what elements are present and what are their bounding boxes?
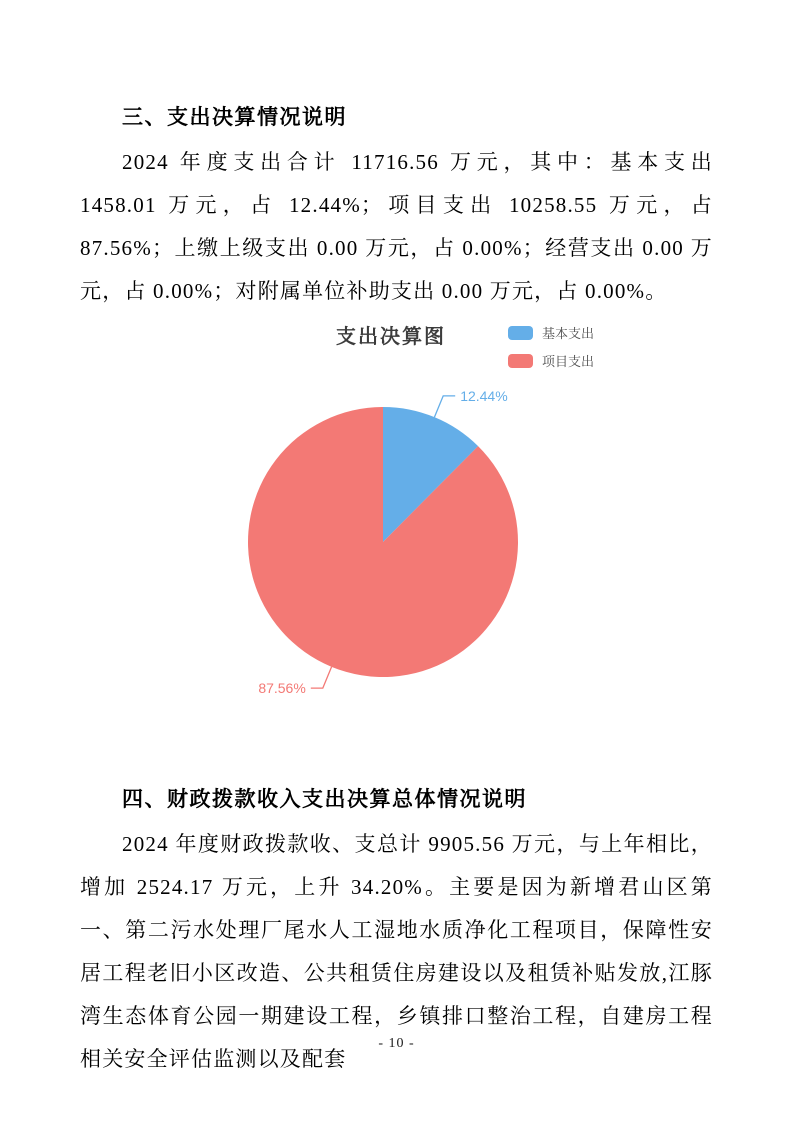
- expenditure-pie-chart: [0, 310, 793, 702]
- paragraph-fiscal-appropriation-summary: 2024 年度财政拨款收、支总计 9905.56 万元，与上年相比，增加 2524.17 万元，上升 34.20%。主要是因为新增君山区第一、第二污水处理厂尾水人工湿地水质净化工程项目，保障性安居工程老旧小区改造、公共租赁住房建设以及租赁补贴发放,江豚湾生态体育公园一期建设工程，乡镇排口整治工程，自建房工程相关安全评估监测以及配套: [80, 832, 713, 1071]
- pie-percent-label: 87.56%: [258, 680, 306, 697]
- pie-percent-label: 12.44%: [460, 387, 508, 404]
- chart-title: 支出决算图: [336, 326, 446, 348]
- paragraph-expenditure-summary: 2024 年度支出合计 11716.56 万元，其中：基本支出 1458.01 万元，占 12.44%；项目支出 10258.55 万元，占 87.56%；上缴上级支出 0.00 万元，占 0.00%；经营支出 0.00 万元，占 0.00%；对附属单位补助支出 0.00 万元，占 0.00%。: [80, 150, 713, 303]
- legend-label-project: 项目支出: [542, 354, 595, 369]
- pie-svg: [0, 310, 793, 702]
- page-number: - 10 -: [378, 1036, 415, 1051]
- section-heading-fiscal-appropriation: 四、财政拨款收入支出决算总体情况说明: [122, 788, 527, 811]
- pie-label-line: [434, 396, 455, 417]
- pie-label-line: [311, 667, 332, 688]
- legend-label-basic: 基本支出: [542, 326, 595, 341]
- section-heading-expenditure: 三、支出决算情况说明: [122, 106, 347, 129]
